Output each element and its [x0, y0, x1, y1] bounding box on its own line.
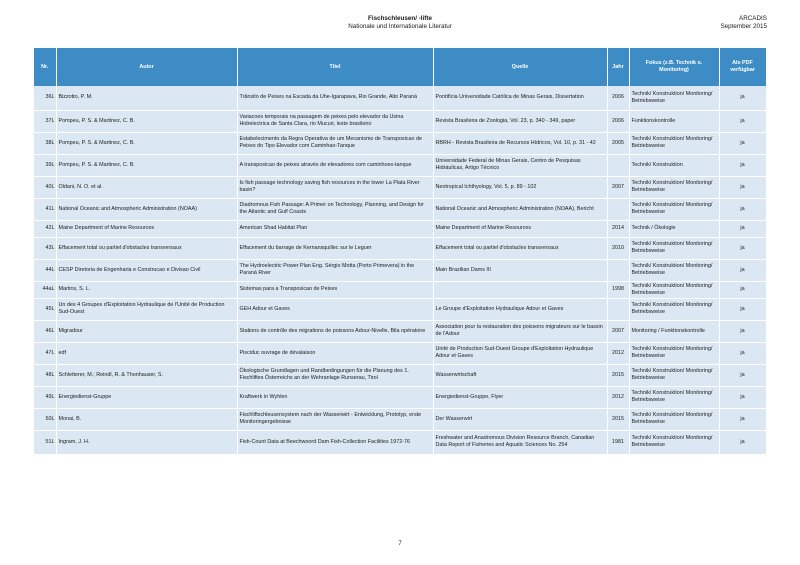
cell-titel: Diadromous Fish Passage: A Primer on Technology, Planning, and Design for the Atlantic and Gulf Coasts — [237, 198, 433, 220]
cell-autor: Schletterer, M.; Reindl, R. & Thonhauser, S. — [56, 364, 237, 386]
table-row — [34, 364, 766, 386]
cell-pdf: ja — [719, 298, 766, 320]
cell-autor: National Oceanic and Atmospheric Administration (NOAA) — [56, 198, 237, 220]
cell-jahr: 2005 — [607, 132, 629, 154]
cell-autor: Monai, B. — [56, 408, 237, 430]
cell-quelle: Wasserwirtschaft — [433, 364, 607, 386]
table-row — [34, 281, 766, 298]
cell-jahr: 1981 — [607, 430, 629, 454]
cell-nr: 46L — [34, 320, 56, 342]
cell-fokus: Technik/ Konstruktion/ Monitoring/ Betriebsweise — [629, 342, 719, 364]
cell-autor: Pompeu, P. S. & Martinez, C. B. — [56, 132, 237, 154]
cell-autor: CESP Diretoria de Engenharia e Construcao e Divisao Civil — [56, 259, 237, 281]
cell-titel: American Shad Habitat Plan — [237, 220, 433, 237]
cell-nr: 50L — [34, 408, 56, 430]
cell-pdf: ja — [719, 320, 766, 342]
cell-autor: Oldani, N. O. et al. — [56, 176, 237, 198]
cell-autor: Un des 4 Groupes d'Exploitation Hydraulique de l'Unité de Production Sud-Ouest — [56, 298, 237, 320]
cell-titel: GEH Adour et Gaves — [237, 298, 433, 320]
cell-autor: Martins, S. L. — [56, 281, 237, 298]
cell-nr: 36L — [34, 86, 56, 110]
cell-autor: Effacement total ou partiel d'obstacles transversaux — [56, 237, 237, 259]
page-header — [0, 15, 800, 31]
cell-quelle: Maine Department of Marine Resources — [433, 220, 607, 237]
cell-pdf: ja — [719, 364, 766, 386]
cell-nr: 47L — [34, 342, 56, 364]
header-right — [720, 15, 767, 31]
table-row — [34, 408, 766, 430]
cell-autor: Ingram, J. H. — [56, 430, 237, 454]
table-row — [34, 220, 766, 237]
cell-fokus: Technik/ Konstruktion/ Monitoring/ Betriebsweise — [629, 386, 719, 408]
cell-pdf: ja — [719, 86, 766, 110]
cell-fokus: Technik/ Konstruktion/ Monitoring/ Betriebsweise — [629, 298, 719, 320]
cell-nr: 51L — [34, 430, 56, 454]
cell-titel: Ökologische Grundlagen und Randbedingungen für die Planung des 1. Fischliftes Österreichs an der Wehranlage Runserau, Tirol — [237, 364, 433, 386]
cell-quelle: Effacement total ou partiel d'obstacles transversaux — [433, 237, 607, 259]
cell-pdf: ja — [719, 176, 766, 198]
table-row — [34, 110, 766, 132]
cell-quelle: Energiedienst-Gruppe, Flyer — [433, 386, 607, 408]
cell-jahr: 2012 — [607, 342, 629, 364]
cell-nr: 44aL — [34, 281, 56, 298]
table-row — [34, 154, 766, 176]
cell-fokus: Funktionskontrolle — [629, 110, 719, 132]
cell-fokus: Technik/ Konstruktion/ Monitoring/ Betriebsweise — [629, 430, 719, 454]
cell-autor: Energiedienst-Gruppe — [56, 386, 237, 408]
cell-jahr: 1998 — [607, 281, 629, 298]
cell-quelle: Revista Brasileira de Zoologia, Vol. 23, p. 340 - 349, paper — [433, 110, 607, 132]
cell-pdf: ja — [719, 198, 766, 220]
column-header-fokus: Fokus (z.B. Technik o. Monitoring) — [629, 48, 719, 86]
cell-jahr — [607, 198, 629, 220]
table-row — [34, 259, 766, 281]
column-header-quelle: Quelle — [433, 48, 607, 86]
cell-titel: Stations de contrôle des migrations de poissons Adour-Nivelle, Bila opératoire — [237, 320, 433, 342]
cell-nr: 48L — [34, 364, 56, 386]
cell-titel: The Hydroelectric Power Plan Eng. Sérgio Motta (Porto Primevera) in the Paraná River — [237, 259, 433, 281]
cell-jahr: 2006 — [607, 86, 629, 110]
cell-pdf: ja — [719, 386, 766, 408]
cell-autor: Bizzotto, P. M. — [56, 86, 237, 110]
cell-jahr: 2012 — [607, 386, 629, 408]
cell-fokus: Technik/ Konstruktion/ Monitoring/ Betriebsweise — [629, 364, 719, 386]
cell-titel: Trânsito de Peixes na Escada da Uhe-Igarapava, Rio Grande, Alto Paraná — [237, 86, 433, 110]
cell-fokus: Technik / Ökologie — [629, 220, 719, 237]
cell-fokus: Technik/ Konstruktion/ Monitoring/ Betriebsweise — [629, 259, 719, 281]
cell-fokus: Technik/ Konstruktion/ Monitoring/ Betriebsweise — [629, 86, 719, 110]
cell-nr: 44L — [34, 259, 56, 281]
cell-autor: Pompeu, P. S. & Martinez, C. B. — [56, 110, 237, 132]
cell-autor: Maine Department of Marine Resources — [56, 220, 237, 237]
cell-autor: Pompeu, P. S. & Martinez, C. B. — [56, 154, 237, 176]
table-row — [34, 176, 766, 198]
cell-fokus: Technik/ Konstruktion/ Monitoring/ Betriebsweise — [629, 132, 719, 154]
column-header-titel: Titel — [237, 48, 433, 86]
table-row — [34, 237, 766, 259]
table-row — [34, 86, 766, 110]
cell-autor: Migradour — [56, 320, 237, 342]
table-row — [34, 386, 766, 408]
cell-quelle: Main Brazilian Dams III — [433, 259, 607, 281]
cell-quelle: Unité de Production Sud-Ouest Groupe d'Exploitation Hydraulique Adour et Gaves — [433, 342, 607, 364]
cell-quelle: Neotropical Ichthyology, Vol. 5, p. 89 - 102 — [433, 176, 607, 198]
cell-pdf: ja — [719, 110, 766, 132]
cell-pdf: ja — [719, 408, 766, 430]
table-row — [34, 132, 766, 154]
table-header-row — [34, 48, 766, 86]
cell-nr: 49L — [34, 386, 56, 408]
cell-nr: 41L — [34, 198, 56, 220]
document-subtitle: Nationale und Internationale Literatur — [348, 23, 452, 30]
cell-fokus: Technik/ Konstruktion/ Monitoring/ Betriebsweise — [629, 237, 719, 259]
literature-table — [34, 48, 767, 455]
cell-titel: Kraftwerk in Wyhlen — [237, 386, 433, 408]
cell-nr: 37L — [34, 110, 56, 132]
table-row — [34, 430, 766, 454]
cell-quelle: Universidade Federal de Minas Gerais, Centro de Pesquisas Hidráulicas, Artigo Técnico — [433, 154, 607, 176]
document-title: Fischschleusen/ -lifte — [367, 15, 433, 22]
cell-titel: A transposicao de peixes através de elevadores com caminhoes-tanque — [237, 154, 433, 176]
cell-fokus: Technik/ Konstruktion/ Monitoring/ Betriebsweise — [629, 281, 719, 298]
table-row — [34, 298, 766, 320]
cell-jahr — [607, 298, 629, 320]
cell-titel: Sistemas para a Transposicao de Peixes — [237, 281, 433, 298]
cell-pdf: ja — [719, 281, 766, 298]
cell-pdf: ja — [719, 220, 766, 237]
cell-nr: 42L — [34, 220, 56, 237]
cell-quelle — [433, 281, 607, 298]
cell-fokus: Technik/ Konstruktion — [629, 154, 719, 176]
cell-titel: Pisciduc ouvrage de dévalaison — [237, 342, 433, 364]
cell-nr: 40L — [34, 176, 56, 198]
table-body — [34, 86, 766, 454]
column-header-nr: Nr. — [34, 48, 56, 86]
cell-titel: Estabelecimento da Regra Operativa de um Mecanismo de Transposicao de Peixes do Tipo Elevador com Caminhao-Tanque — [237, 132, 433, 154]
cell-autor: edf — [56, 342, 237, 364]
cell-quelle: National Oceanic and Atmospheric Administration (NOAA), Bericht — [433, 198, 607, 220]
column-header-pdf: Als PDF verfügbar — [719, 48, 766, 86]
cell-titel: Fischliftschleusensystem nach der Wasserwirt - Entwicklung, Prototyp, erste Monitoringergebnisse — [237, 408, 433, 430]
cell-jahr: 2010 — [607, 237, 629, 259]
cell-pdf: ja — [719, 430, 766, 454]
company-name: ARCADIS — [739, 15, 767, 22]
cell-nr: 39L — [34, 154, 56, 176]
cell-titel: Is fish passage technology saving fish resources in the lower La Plata River basin? — [237, 176, 433, 198]
cell-quelle: Der Wasserwirt — [433, 408, 607, 430]
cell-quelle: Pontifícia Universidade Católica de Minas Gerais, Dissertation — [433, 86, 607, 110]
cell-pdf: ja — [719, 259, 766, 281]
cell-pdf: ja — [719, 237, 766, 259]
cell-jahr: 2006 — [607, 110, 629, 132]
cell-quelle: Le Groupe d'Exploitation Hydraulique Adour et Gaves — [433, 298, 607, 320]
cell-titel: Effacement du barrage de Kernansquillec sur le Leguer — [237, 237, 433, 259]
cell-jahr — [607, 259, 629, 281]
cell-titel: Fish-Count Data at Beechwoord Dam Fish-Collection Facilities 1972-76 — [237, 430, 433, 454]
cell-jahr — [607, 154, 629, 176]
cell-quelle: Freshwater and Anadromous Division Resource Branch, Canadian Data Report of Fisheries and Aquatic Sciences No. 254 — [433, 430, 607, 454]
document-date: September 2015 — [720, 23, 767, 30]
cell-jahr: 2015 — [607, 408, 629, 430]
cell-fokus: Technik/ Konstruktion/ Monitoring/ Betriebsweise — [629, 176, 719, 198]
table-row — [34, 198, 766, 220]
cell-jahr: 2015 — [607, 364, 629, 386]
cell-pdf: ja — [719, 342, 766, 364]
cell-nr: 38L — [34, 132, 56, 154]
column-header-jahr: Jahr — [607, 48, 629, 86]
cell-fokus: Monitoring / Funktionskontrolle — [629, 320, 719, 342]
column-header-autor: Autor — [56, 48, 237, 86]
cell-fokus: Technik/ Konstruktion/ Monitoring/ Betriebsweise — [629, 198, 719, 220]
cell-pdf: ja — [719, 132, 766, 154]
cell-nr: 43L — [34, 237, 56, 259]
page-number: 7 — [398, 541, 402, 547]
table-row — [34, 320, 766, 342]
table-row — [34, 342, 766, 364]
cell-jahr: 2014 — [607, 220, 629, 237]
cell-pdf: ja — [719, 154, 766, 176]
cell-fokus: Technik/ Konstruktion/ Monitoring/ Betriebsweise — [629, 408, 719, 430]
cell-nr: 45L — [34, 298, 56, 320]
cell-quelle: RBRH - Revista Brasileira de Recursos Hídricos, Vol. 10, p. 31 - 42 — [433, 132, 607, 154]
cell-quelle: Association pour la restauration des poissons migrateurs sur le bassin de l'Adour — [433, 320, 607, 342]
cell-jahr: 2007 — [607, 320, 629, 342]
cell-jahr: 2007 — [607, 176, 629, 198]
cell-titel: Variacoes temporais na passagem de peixes pelo elevador da Usina Hidrelectrica de Santa Clara, rio Mucuri, leste brasileiro — [237, 110, 433, 132]
